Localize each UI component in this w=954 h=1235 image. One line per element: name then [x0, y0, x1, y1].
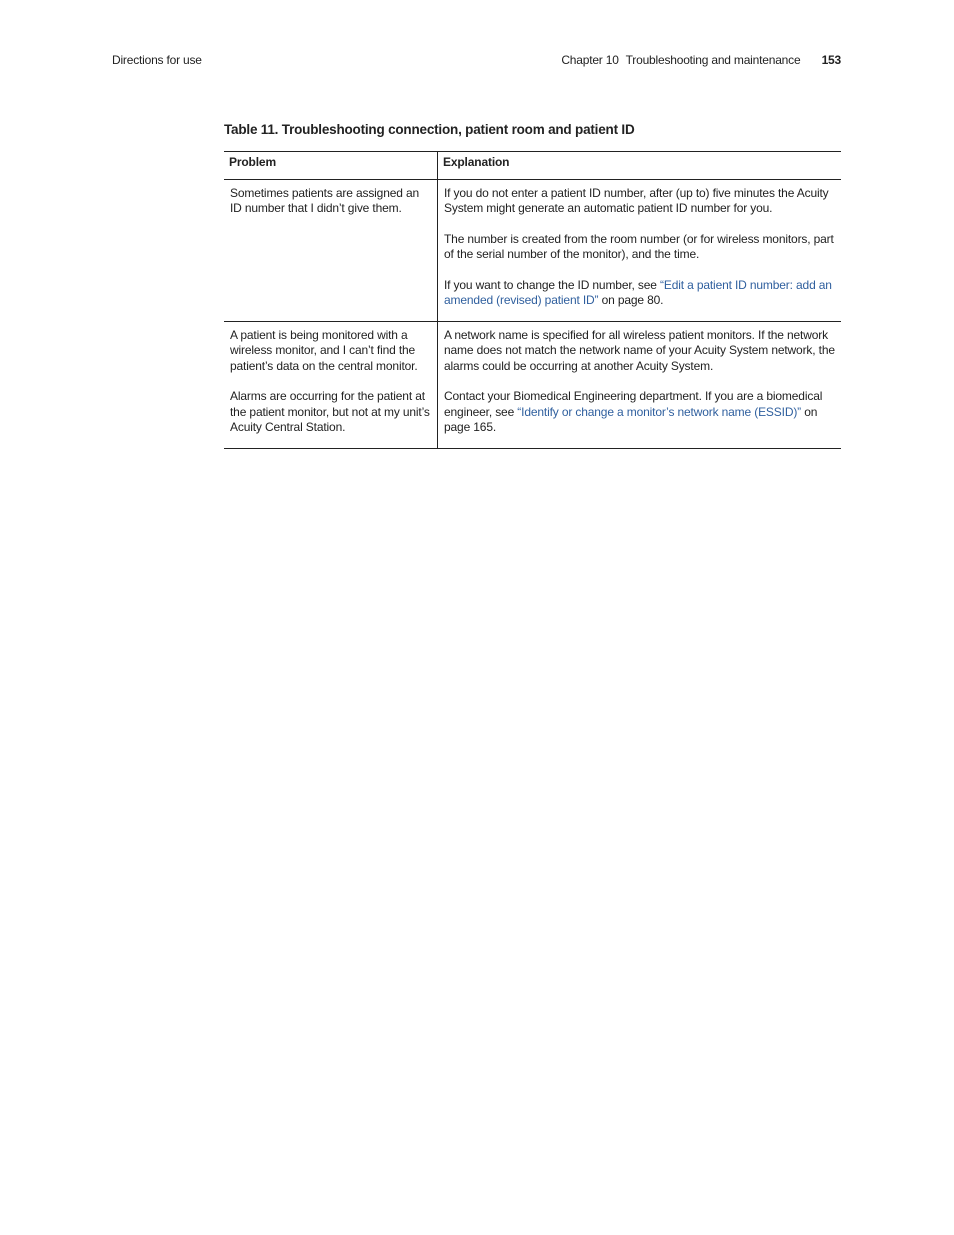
explanation-text [444, 389, 835, 436]
problem-text: Alarms are occurring for the patient at the patient monitor, but not at my unit’s Acuity Central Station. [230, 389, 430, 434]
table-row [224, 321, 841, 448]
cross-reference-link-edit-patient-id[interactable]: “Edit a patient ID number: add an amended (revised) patient ID” [444, 277, 832, 307]
explanation-cell [438, 179, 842, 321]
problem-cell [224, 321, 438, 448]
running-header-right [561, 53, 841, 67]
problem-cell [224, 179, 438, 321]
troubleshooting-table [224, 151, 841, 449]
section-title: Troubleshooting and maintenance [625, 53, 801, 67]
problem-text: A patient is being monitored with a wireless monitor, and I can’t find the patient’s data on the central monitor. [230, 327, 418, 373]
running-header-left: Directions for use [112, 53, 202, 67]
explanation-text: The number is created from the room number (or for wireless monitors, part of the serial number of the monitor), and the time. [444, 231, 834, 261]
table-caption: Table 11. Troubleshooting connection, patient room and patient ID [224, 122, 635, 137]
page-number: 153 [821, 53, 841, 67]
table-row [224, 179, 841, 321]
text-fragment: Contact your Biomedical Engineering department. If you are a biomedical engineer, see [444, 389, 823, 419]
cross-reference-link-network-name[interactable]: “Identify or change a monitor’s network name (ESSID)” [517, 404, 802, 419]
column-header-problem: Problem [224, 152, 438, 180]
explanation-text: If you do not enter a patient ID number, after (up to) five minutes the Acuity System might generate an automatic patient ID number for you. [444, 185, 829, 215]
explanation-text [444, 278, 835, 309]
chapter-label: Chapter 10 [561, 53, 619, 67]
column-header-explanation: Explanation [438, 152, 842, 180]
table-header-row [224, 152, 841, 180]
explanation-cell [438, 321, 842, 448]
explanation-text: A network name is specified for all wireless patient monitors. If the network name does not match the network name of your Acuity System network, the alarms could be occurring at another Acuity System. [444, 327, 835, 373]
text-fragment: on page 80. [598, 293, 664, 307]
problem-text: Sometimes patients are assigned an ID number that I didn’t give them. [230, 185, 420, 215]
text-fragment: on page 165. [444, 404, 818, 434]
text-fragment: If you want to change the ID number, see [444, 277, 660, 292]
